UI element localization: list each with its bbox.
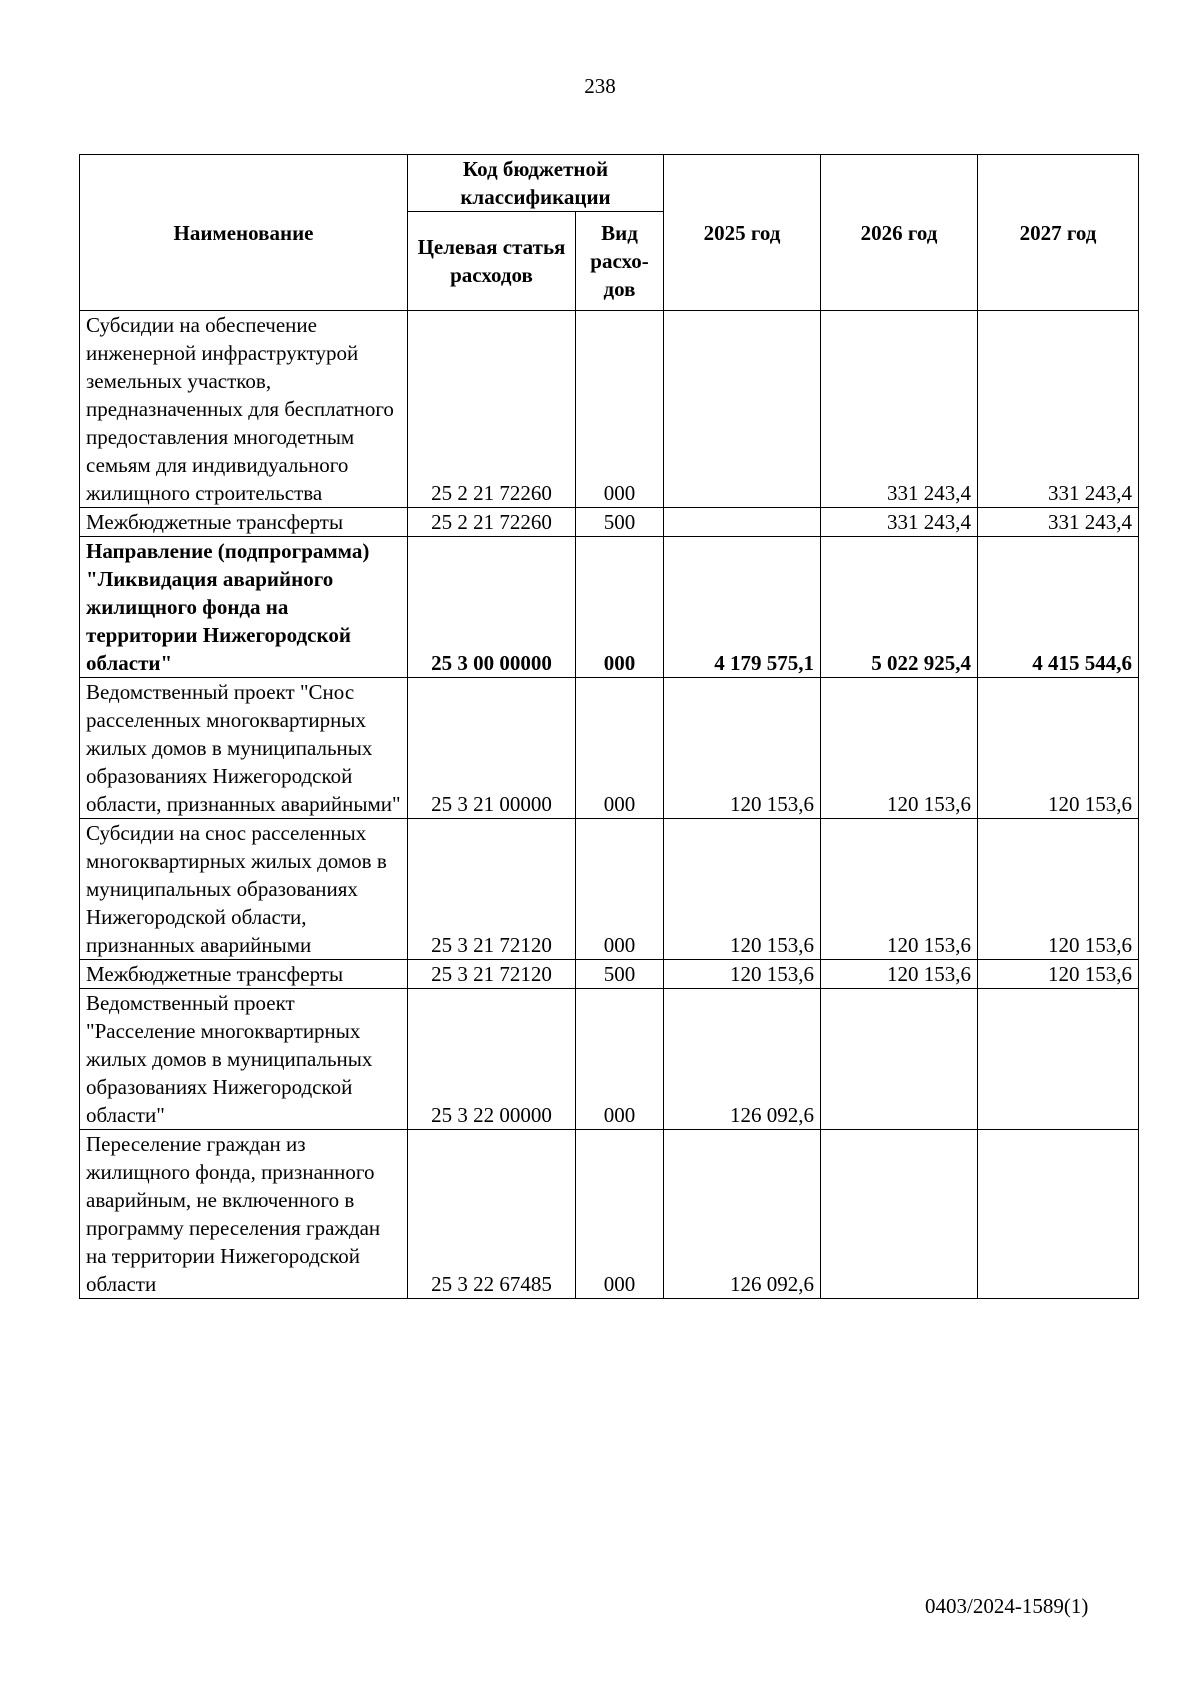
page-number: 238: [584, 74, 616, 98]
table-row: [80, 678, 1139, 819]
cell-2027: 331 243,4: [978, 311, 1139, 508]
cell-2027: 331 243,4: [978, 508, 1139, 537]
cell-2027: 120 153,6: [978, 678, 1139, 819]
cell-expense-kind: 000: [576, 989, 664, 1130]
cell-2025: [664, 311, 821, 508]
header-target: Целевая статья расходов: [408, 212, 576, 311]
cell-2026: 5 022 925,4: [821, 537, 978, 678]
cell-target-article: 25 3 21 00000: [408, 678, 576, 819]
cell-target-article: 25 2 21 72260: [408, 508, 576, 537]
document-code: 0403/2024-1589(1): [925, 1594, 1089, 1618]
cell-target-article: 25 3 21 72120: [408, 960, 576, 989]
cell-expense-kind: 500: [576, 960, 664, 989]
table-row: [80, 311, 1139, 508]
cell-target-article: 25 3 22 00000: [408, 989, 576, 1130]
table-row: [80, 989, 1139, 1130]
cell-2025: [664, 508, 821, 537]
cell-name: Направление (подпрограмма) "Ликвидация аварийного жилищного фонда на территории Нижегородской области": [80, 537, 408, 678]
header-2025: 2025 год: [664, 155, 821, 311]
budget-table: [79, 154, 1139, 1299]
cell-2025: 126 092,6: [664, 989, 821, 1130]
cell-2026: [821, 989, 978, 1130]
header-kind: Вид расхо-дов: [576, 212, 664, 311]
cell-2026: 331 243,4: [821, 311, 978, 508]
cell-name: Ведомственный проект "Снос расселенных многоквартирных жилых домов в муниципальных образованиях Нижегородской области, признанных аварийными": [80, 678, 408, 819]
table-row: [80, 537, 1139, 678]
table-row: [80, 508, 1139, 537]
header-2027: 2027 год: [978, 155, 1139, 311]
cell-2027: 4 415 544,6: [978, 537, 1139, 678]
cell-name: Межбюджетные трансферты: [80, 960, 408, 989]
cell-2025: 4 179 575,1: [664, 537, 821, 678]
table-row: [80, 960, 1139, 989]
cell-2026: [821, 1130, 978, 1299]
cell-2027: [978, 1130, 1139, 1299]
cell-name: Ведомственный проект "Расселение многоквартирных жилых домов в муниципальных образованиях Нижегородской области": [80, 989, 408, 1130]
cell-2027: [978, 989, 1139, 1130]
cell-expense-kind: 000: [576, 678, 664, 819]
header-name: Наименование: [80, 155, 408, 311]
cell-name: Переселение граждан из жилищного фонда, признанного аварийным, не включенного в программу переселения граждан на территории Нижегородской области: [80, 1130, 408, 1299]
cell-name: Межбюджетные трансферты: [80, 508, 408, 537]
cell-target-article: 25 3 00 00000: [408, 537, 576, 678]
cell-expense-kind: 000: [576, 1130, 664, 1299]
cell-2025: 120 153,6: [664, 678, 821, 819]
cell-2026: 120 153,6: [821, 819, 978, 960]
table-body: [80, 311, 1139, 1299]
cell-name: Субсидии на обеспечение инженерной инфраструктурой земельных участков, предназначенных для бесплатного предоставления многодетным семьям для индивидуального жилищного строительства: [80, 311, 408, 508]
cell-2026: 120 153,6: [821, 960, 978, 989]
cell-2027: 120 153,6: [978, 960, 1139, 989]
cell-expense-kind: 000: [576, 819, 664, 960]
cell-2026: 331 243,4: [821, 508, 978, 537]
table-row: [80, 1130, 1139, 1299]
cell-expense-kind: 000: [576, 537, 664, 678]
cell-2025: 120 153,6: [664, 819, 821, 960]
cell-name: Субсидии на снос расселенных многоквартирных жилых домов в муниципальных образованиях Нижегородской области, признанных аварийными: [80, 819, 408, 960]
cell-target-article: 25 3 21 72120: [408, 819, 576, 960]
cell-target-article: 25 3 22 67485: [408, 1130, 576, 1299]
cell-2026: 120 153,6: [821, 678, 978, 819]
cell-target-article: 25 2 21 72260: [408, 311, 576, 508]
header-code-group: Код бюджетной классификации: [408, 155, 664, 212]
header-2026: 2026 год: [821, 155, 978, 311]
cell-expense-kind: 500: [576, 508, 664, 537]
table-row: [80, 819, 1139, 960]
cell-expense-kind: 000: [576, 311, 664, 508]
cell-2025: 120 153,6: [664, 960, 821, 989]
cell-2027: 120 153,6: [978, 819, 1139, 960]
cell-2025: 126 092,6: [664, 1130, 821, 1299]
